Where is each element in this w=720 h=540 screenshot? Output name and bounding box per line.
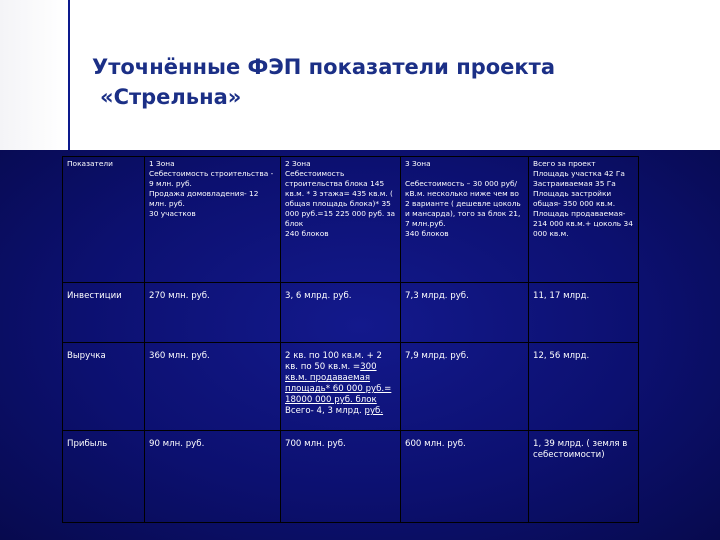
- cell-total-header: Всего за проект Площадь участка 42 Га Застраиваемая 35 Га Площадь застройки общая- 350 000 кв.м. Площадь продаваемая- 214 000 кв.м.+ цоколь 34 000 кв.м.: [529, 157, 639, 283]
- cell-revenue-label: Выручка: [63, 343, 145, 431]
- table-row-header: [63, 157, 639, 283]
- cell-profit-label: Прибыль: [63, 431, 145, 523]
- slide-title-line2: «Стрельна»: [100, 85, 242, 109]
- table-row-investments: [63, 283, 639, 343]
- fep-table: [62, 156, 639, 523]
- table-row-revenue: [63, 343, 639, 431]
- slide-title: [92, 52, 652, 112]
- cell-revenue-total: 12, 56 млрд.: [529, 343, 639, 431]
- revenue-zone2-text-a: 2 кв. по 100 кв.м. + 2 кв. по 50 кв.м. =: [285, 351, 382, 372]
- cell-profit-zone2: 700 млн. руб.: [281, 431, 401, 523]
- cell-investments-total: 11, 17 млрд.: [529, 283, 639, 343]
- cell-investments-zone3: 7,3 млрд. руб.: [401, 283, 529, 343]
- table-row-profit: [63, 431, 639, 523]
- slide-title-line1: Уточнённые ФЭП показатели проекта: [92, 55, 556, 79]
- cell-profit-zone1: 90 млн. руб.: [145, 431, 281, 523]
- cell-zone1-header: 1 Зона Себестоимость строительства - 9 млн. руб. Продажа домовладения- 12 млн. руб. 30 участков: [145, 157, 281, 283]
- header-left-strip: [0, 0, 66, 150]
- cell-zone3-header: 3 Зона Себестоимость – 30 000 руб/ кВ.м. несколько ниже чем во 2 варианте ( дешевле цоколь и мансарда), того за блок 21, 7 млн.руб. 340 блоков: [401, 157, 529, 283]
- revenue-zone2-text-b: 300 кв.м. продаваемая площадь* 60 000 руб.= 18000 000 руб. блок: [285, 362, 392, 405]
- cell-profit-zone3: 600 млн. руб.: [401, 431, 529, 523]
- cell-revenue-zone2: [281, 343, 401, 431]
- revenue-zone2-text-d: руб.: [364, 406, 384, 416]
- header-vertical-rule: [68, 0, 70, 150]
- cell-investments-zone1: 270 млн. руб.: [145, 283, 281, 343]
- cell-revenue-zone3: 7,9 млрд. руб.: [401, 343, 529, 431]
- cell-indicators-header: Показатели: [63, 157, 145, 283]
- revenue-zone2-text-c: Всего- 4, 3 млрд.: [285, 406, 362, 416]
- cell-investments-zone2: 3, 6 млрд. руб.: [281, 283, 401, 343]
- cell-profit-total: 1, 39 млрд. ( земля в себестоимости): [529, 431, 639, 523]
- cell-investments-label: Инвестиции: [63, 283, 145, 343]
- cell-zone2-header: 2 Зона Себестоимость строительства блока 145 кв.м. * 3 этажа= 435 кв.м. ( общая площадь блока)* 35 000 руб.=15 225 000 руб. за блок 240 блоков: [281, 157, 401, 283]
- cell-revenue-zone1: 360 млн. руб.: [145, 343, 281, 431]
